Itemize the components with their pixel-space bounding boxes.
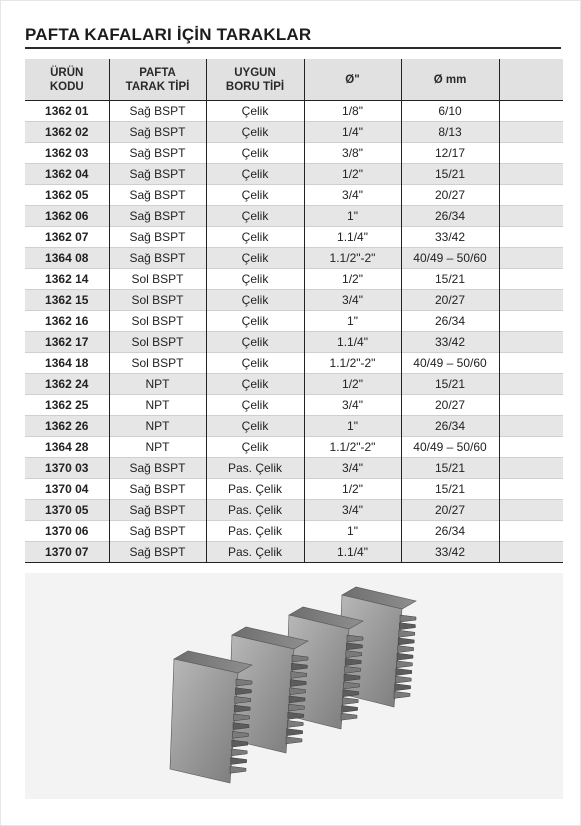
cell-product-code: 1364 08 (25, 248, 109, 269)
cell-diameter-mm: 20/27 (401, 185, 499, 206)
cell-product-code: 1362 01 (25, 101, 109, 122)
cell-diameter-mm: 15/21 (401, 479, 499, 500)
cell-pipe-type: Çelik (206, 248, 304, 269)
cell-diameter-inch: 1/8" (304, 101, 401, 122)
cell-die-type: Sağ BSPT (109, 122, 206, 143)
table-row (25, 227, 563, 248)
table-body (25, 101, 563, 563)
cell-pipe-type: Çelik (206, 122, 304, 143)
cell-diameter-mm: 40/49 – 50/60 (401, 353, 499, 374)
cell-diameter-inch: 3/4" (304, 290, 401, 311)
cell-diameter-inch: 3/4" (304, 500, 401, 521)
header-diameter-inch-line: Ø" (345, 73, 360, 86)
cell-diameter-mm: 33/42 (401, 227, 499, 248)
cell-diameter-inch: 1.1/2"-2" (304, 437, 401, 458)
cell-blank (499, 206, 563, 227)
cell-blank (499, 311, 563, 332)
cell-product-code: 1362 05 (25, 185, 109, 206)
table-row (25, 164, 563, 185)
title-underline (25, 47, 561, 49)
cell-die-type: Sağ BSPT (109, 227, 206, 248)
cell-product-code: 1362 17 (25, 332, 109, 353)
table-row (25, 269, 563, 290)
cell-product-code: 1370 07 (25, 542, 109, 563)
cell-blank (499, 101, 563, 122)
cell-diameter-mm: 20/27 (401, 290, 499, 311)
cell-diameter-mm: 40/49 – 50/60 (401, 437, 499, 458)
cell-die-type: NPT (109, 374, 206, 395)
header-pipe-type-line: UYGUN (234, 66, 276, 79)
page-title: PAFTA KAFALARI İÇİN TARAKLAR (25, 25, 312, 44)
cell-blank (499, 248, 563, 269)
cell-blank (499, 353, 563, 374)
cell-diameter-inch: 1.1/2"-2" (304, 248, 401, 269)
cell-diameter-inch: 3/8" (304, 143, 401, 164)
table-row (25, 395, 563, 416)
cell-die-type: Sağ BSPT (109, 101, 206, 122)
cell-pipe-type: Çelik (206, 227, 304, 248)
cell-product-code: 1362 02 (25, 122, 109, 143)
cell-diameter-inch: 3/4" (304, 395, 401, 416)
cell-blank (499, 374, 563, 395)
cell-diameter-mm: 33/42 (401, 542, 499, 563)
cell-product-code: 1362 06 (25, 206, 109, 227)
header-diameter-mm (401, 59, 499, 101)
cell-product-code: 1362 03 (25, 143, 109, 164)
cell-die-type: Sağ BSPT (109, 479, 206, 500)
cell-diameter-inch: 1.1/4" (304, 332, 401, 353)
cell-diameter-mm: 26/34 (401, 416, 499, 437)
cell-diameter-inch: 1/2" (304, 164, 401, 185)
table-row (25, 122, 563, 143)
cell-pipe-type: Çelik (206, 206, 304, 227)
cell-blank (499, 458, 563, 479)
cell-die-type: NPT (109, 437, 206, 458)
cell-product-code: 1370 06 (25, 521, 109, 542)
table-row (25, 374, 563, 395)
cell-die-type: Sağ BSPT (109, 521, 206, 542)
cell-diameter-mm: 15/21 (401, 374, 499, 395)
cell-blank (499, 395, 563, 416)
cell-product-code: 1362 26 (25, 416, 109, 437)
cell-die-type: NPT (109, 416, 206, 437)
cell-diameter-inch: 1.1/2"-2" (304, 353, 401, 374)
cell-blank (499, 227, 563, 248)
cell-product-code: 1370 03 (25, 458, 109, 479)
cell-die-type: Sağ BSPT (109, 206, 206, 227)
cell-blank (499, 479, 563, 500)
cell-die-type: Sol BSPT (109, 311, 206, 332)
product-table (25, 59, 563, 563)
cell-product-code: 1364 18 (25, 353, 109, 374)
cell-blank (499, 437, 563, 458)
cell-die-type: Sağ BSPT (109, 164, 206, 185)
cell-product-code: 1364 28 (25, 437, 109, 458)
cell-diameter-inch: 1/4" (304, 122, 401, 143)
cell-diameter-mm: 15/21 (401, 458, 499, 479)
cell-diameter-inch: 3/4" (304, 458, 401, 479)
header-die-type-line: TARAK TİPİ (125, 80, 190, 93)
cell-product-code: 1362 07 (25, 227, 109, 248)
table-row (25, 332, 563, 353)
cell-diameter-mm: 26/34 (401, 521, 499, 542)
cell-die-type: Sol BSPT (109, 353, 206, 374)
cell-die-type: Sağ BSPT (109, 248, 206, 269)
table-row (25, 479, 563, 500)
table-row (25, 458, 563, 479)
cell-diameter-inch: 1/2" (304, 269, 401, 290)
cell-die-type: Sağ BSPT (109, 143, 206, 164)
cell-diameter-mm: 33/42 (401, 332, 499, 353)
chaser-die (170, 651, 252, 783)
cell-diameter-mm: 26/34 (401, 206, 499, 227)
table-row (25, 101, 563, 122)
table-header-row (25, 59, 563, 101)
cell-diameter-inch: 1" (304, 416, 401, 437)
cell-die-type: Sağ BSPT (109, 185, 206, 206)
table-row (25, 521, 563, 542)
cell-diameter-mm: 40/49 – 50/60 (401, 248, 499, 269)
header-product-code (25, 59, 109, 101)
cell-pipe-type: Çelik (206, 164, 304, 185)
cell-pipe-type: Pas. Çelik (206, 479, 304, 500)
header-product-code-line: ÜRÜN (50, 66, 84, 79)
table-row (25, 542, 563, 563)
cell-die-type: Sağ BSPT (109, 542, 206, 563)
header-product-code-line: KODU (49, 80, 84, 93)
cell-pipe-type: Çelik (206, 395, 304, 416)
cell-blank (499, 521, 563, 542)
cell-diameter-inch: 1.1/4" (304, 227, 401, 248)
cell-blank (499, 164, 563, 185)
cell-die-type: Sağ BSPT (109, 500, 206, 521)
cell-diameter-inch: 1" (304, 311, 401, 332)
table-row (25, 500, 563, 521)
cell-diameter-inch: 1" (304, 206, 401, 227)
header-pipe-type (206, 59, 304, 101)
cell-die-type: NPT (109, 395, 206, 416)
header-diameter-inch (304, 59, 401, 101)
cell-product-code: 1362 04 (25, 164, 109, 185)
cell-diameter-mm: 15/21 (401, 164, 499, 185)
cell-blank (499, 416, 563, 437)
cell-product-code: 1362 24 (25, 374, 109, 395)
cell-blank (499, 542, 563, 563)
cell-blank (499, 185, 563, 206)
product-photo (25, 573, 563, 799)
table-row (25, 290, 563, 311)
cell-pipe-type: Çelik (206, 143, 304, 164)
cell-product-code: 1370 04 (25, 479, 109, 500)
cell-diameter-mm: 26/34 (401, 311, 499, 332)
cell-diameter-mm: 15/21 (401, 269, 499, 290)
cell-product-code: 1362 14 (25, 269, 109, 290)
cell-pipe-type: Çelik (206, 101, 304, 122)
cell-blank (499, 269, 563, 290)
cell-blank (499, 122, 563, 143)
cell-blank (499, 500, 563, 521)
cell-die-type: Sol BSPT (109, 332, 206, 353)
cell-pipe-type: Çelik (206, 416, 304, 437)
cell-blank (499, 290, 563, 311)
cell-product-code: 1370 05 (25, 500, 109, 521)
table-row (25, 311, 563, 332)
cell-pipe-type: Çelik (206, 353, 304, 374)
table-row (25, 185, 563, 206)
cell-pipe-type: Çelik (206, 311, 304, 332)
table-row (25, 416, 563, 437)
cell-pipe-type: Çelik (206, 269, 304, 290)
cell-product-code: 1362 16 (25, 311, 109, 332)
cell-pipe-type: Çelik (206, 185, 304, 206)
cell-diameter-mm: 6/10 (401, 101, 499, 122)
cell-die-type: Sağ BSPT (109, 458, 206, 479)
table-row (25, 206, 563, 227)
header-die-type (109, 59, 206, 101)
table-row (25, 143, 563, 164)
header-die-type-line: PAFTA (139, 66, 176, 79)
cell-diameter-inch: 3/4" (304, 185, 401, 206)
cell-pipe-type: Çelik (206, 332, 304, 353)
cell-diameter-mm: 20/27 (401, 395, 499, 416)
header-diameter-mm-line: Ø mm (433, 73, 467, 86)
cell-diameter-mm: 20/27 (401, 500, 499, 521)
cell-diameter-inch: 1/2" (304, 479, 401, 500)
cell-pipe-type: Pas. Çelik (206, 521, 304, 542)
cell-blank (499, 143, 563, 164)
cell-diameter-mm: 12/17 (401, 143, 499, 164)
cell-die-type: Sol BSPT (109, 290, 206, 311)
header-pipe-type-line: BORU TİPİ (225, 80, 285, 93)
table-row (25, 248, 563, 269)
cell-diameter-inch: 1.1/4" (304, 542, 401, 563)
cell-product-code: 1362 25 (25, 395, 109, 416)
cell-pipe-type: Çelik (206, 437, 304, 458)
table-row (25, 437, 563, 458)
cell-die-type: Sol BSPT (109, 269, 206, 290)
cell-pipe-type: Çelik (206, 374, 304, 395)
cell-product-code: 1362 15 (25, 290, 109, 311)
chaser-dies-illustration (25, 573, 563, 799)
cell-pipe-type: Pas. Çelik (206, 500, 304, 521)
cell-diameter-inch: 1/2" (304, 374, 401, 395)
cell-pipe-type: Çelik (206, 290, 304, 311)
header-blank (499, 59, 563, 101)
cell-pipe-type: Pas. Çelik (206, 458, 304, 479)
cell-pipe-type: Pas. Çelik (206, 542, 304, 563)
cell-diameter-inch: 1" (304, 521, 401, 542)
cell-diameter-mm: 8/13 (401, 122, 499, 143)
table-row (25, 353, 563, 374)
cell-blank (499, 332, 563, 353)
